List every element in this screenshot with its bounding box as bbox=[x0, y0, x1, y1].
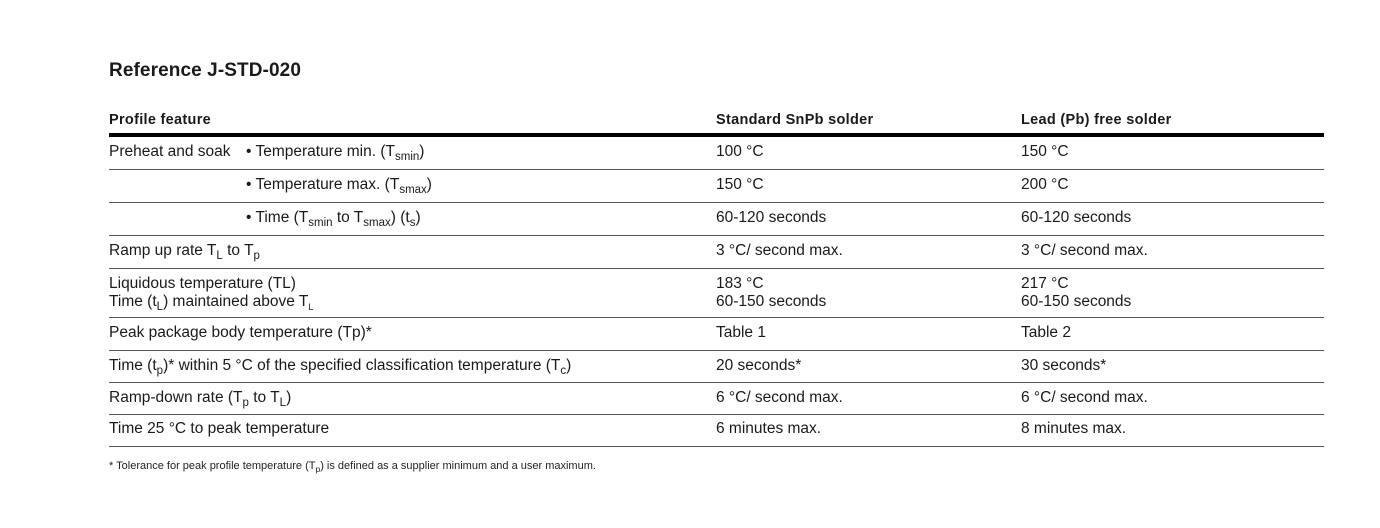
footnote: * Tolerance for peak profile temperature $(T_p)$ is defined as a supplier minimum and a user maximum. bbox=[109, 460, 596, 474]
liquidous-pbfree: 217 °C bbox=[1021, 275, 1069, 292]
time-25-label: Time 25 °C to peak temperature bbox=[109, 420, 330, 437]
header-profile-feature: Profile feature bbox=[109, 112, 211, 128]
page-title: Reference J-STD-020 bbox=[109, 60, 301, 81]
ts-pbfree: 60-120 seconds bbox=[1021, 209, 1132, 226]
liquidous-snpb: 183 °C bbox=[716, 275, 764, 292]
peak-temp-pbfree: Table 2 bbox=[1021, 324, 1071, 341]
ramp-down-label: Ramp-down rate ($T_p$ to $T_L$) bbox=[109, 389, 292, 409]
table-row bbox=[109, 318, 1324, 351]
ramp-up-snpb: 3 °C/ second max. bbox=[716, 242, 843, 259]
peak-temp-label: Peak package body temperature (Tp)* bbox=[109, 324, 372, 341]
ramp-up-label: Ramp up rate $T_L$ to $T_p$ bbox=[109, 242, 260, 262]
table-header bbox=[109, 108, 1324, 137]
table-row bbox=[109, 170, 1324, 203]
tmax-snpb: 150 °C bbox=[716, 176, 764, 193]
table-row bbox=[109, 383, 1324, 415]
tmin-snpb: 100 °C bbox=[716, 143, 764, 160]
table-row bbox=[109, 269, 1324, 318]
peak-temp-snpb: Table 1 bbox=[716, 324, 766, 341]
time-above-tl-pbfree: 60-150 seconds bbox=[1021, 293, 1132, 310]
time-25-pbfree: 8 minutes max. bbox=[1021, 420, 1127, 437]
time-25-snpb: 6 minutes max. bbox=[716, 420, 822, 437]
table-row bbox=[109, 203, 1324, 236]
tmin-pbfree: 150 °C bbox=[1021, 143, 1069, 160]
tmax-pbfree: 200 °C bbox=[1021, 176, 1069, 193]
ts-snpb: 60-120 seconds bbox=[716, 209, 827, 226]
table-row bbox=[109, 137, 1324, 170]
table-row bbox=[109, 415, 1324, 447]
tp-time-label: Time $(t_p)*$ within 5 °C of the specified classification temperature $(T_c)$ bbox=[109, 357, 572, 377]
reflow-profile-table bbox=[109, 108, 1324, 447]
ramp-down-snpb: 6 °C/ second max. bbox=[716, 389, 843, 406]
table-row bbox=[109, 236, 1324, 269]
tmin-label: • Temperature min. $(T_{smin})$ bbox=[246, 143, 425, 163]
time-above-tl-snpb: 60-150 seconds bbox=[716, 293, 827, 310]
time-above-tl-label: Time $(t_L)$ maintained above $T_L$ bbox=[109, 293, 314, 313]
ts-label: • Time ($T_{smin}$ to $T_{smax}$) $(t_s)$ bbox=[246, 209, 421, 229]
liquidous-label: Liquidous temperature (TL) bbox=[109, 275, 296, 292]
preheat-group-label: Preheat and soak bbox=[109, 143, 231, 160]
tp-time-pbfree: 30 seconds* bbox=[1021, 357, 1107, 374]
ramp-up-pbfree: 3 °C/ second max. bbox=[1021, 242, 1148, 259]
table-row bbox=[109, 351, 1324, 383]
header-pbfree: Lead (Pb) free solder bbox=[1021, 112, 1172, 128]
header-snpb: Standard SnPb solder bbox=[716, 112, 874, 128]
ramp-down-pbfree: 6 °C/ second max. bbox=[1021, 389, 1148, 406]
tmax-label: • Temperature max. $(T_{smax})$ bbox=[246, 176, 432, 196]
tp-time-snpb: 20 seconds* bbox=[716, 357, 802, 374]
